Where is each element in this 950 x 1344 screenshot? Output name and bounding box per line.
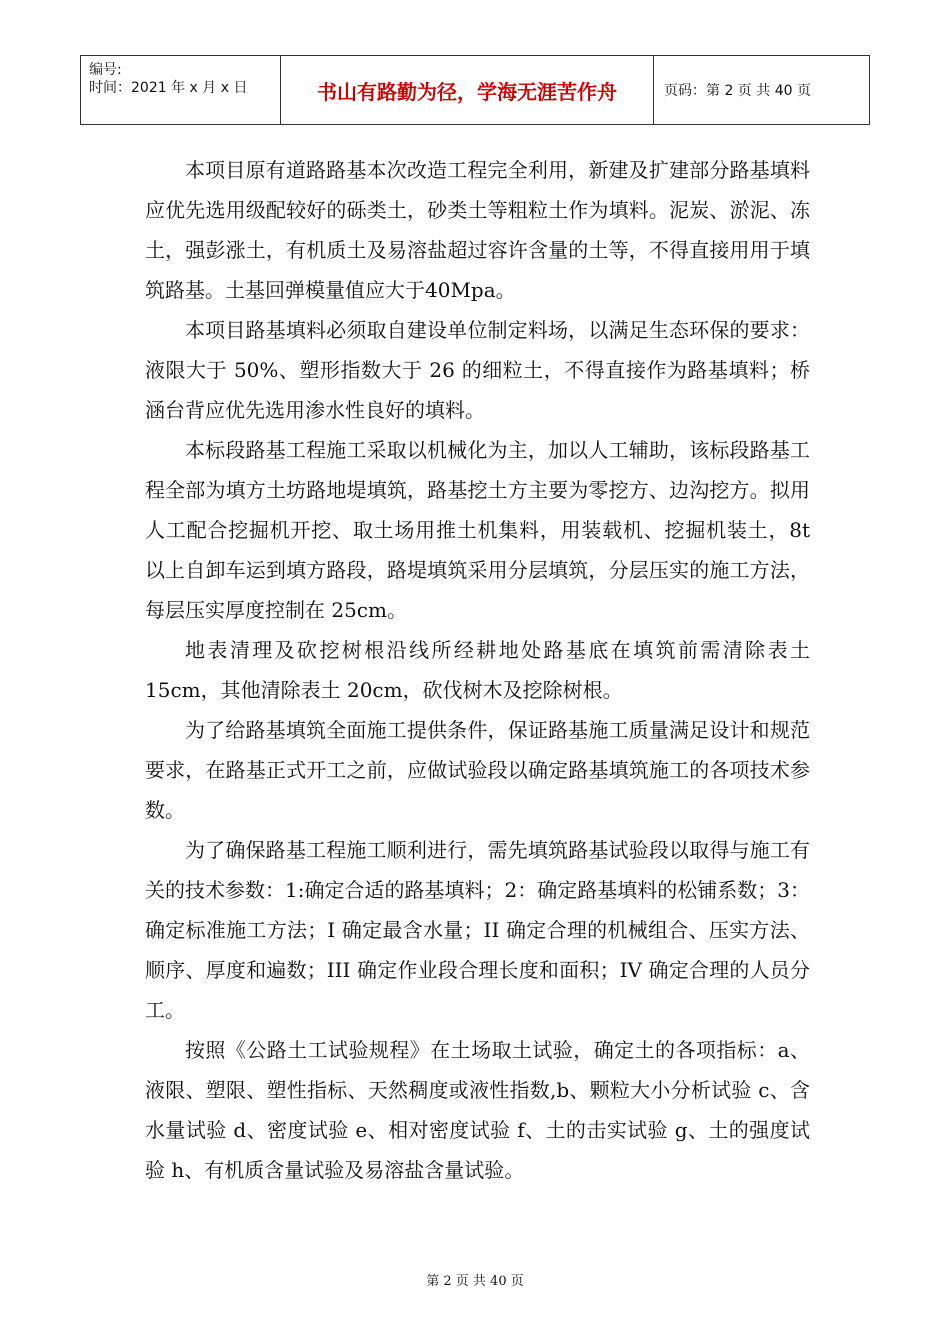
- time-label: 时间：2021 年 x 月 x 日: [89, 80, 248, 96]
- header-motto: 书山有路勤为径，学海无涯苦作舟: [281, 56, 654, 124]
- paragraph-6: 为了确保路基工程施工顺利进行，需先填筑路基试验段以取得与施工有关的技术参数：1:确定合适的路基填料；2：确定路基填料的松铺系数；3：确定标准施工方法；I 确定最含水量；II 确定合理的机械组合、压实方法、顺序、厚度和遍数；III 确定作业段合理长度和面积；IV 确定合理的人员分工。: [145, 838, 810, 1022]
- paragraph-4: 地表清理及砍挖树根沿线所经耕地处路基底在填筑前需清除表土 15cm，其他清除表土 20cm，砍伐树木及挖除树根。: [145, 638, 810, 702]
- page-footer: 第 2 页 共 40 页: [426, 1274, 524, 1289]
- document-body: [145, 150, 810, 1190]
- header-info: [81, 56, 281, 124]
- paragraph-2: 本项目路基填料必须取自建设单位制定料场，以满足生态环保的要求：液限大于 50%、塑形指数大于 26 的细粒土，不得直接作为路基填料；桥涵台背应优先选用渗水性良好的填料。: [145, 318, 810, 422]
- paragraph-7: 按照《公路土工试验规程》在土场取土试验，确定土的各项指标：a、液限、塑限、塑性指标、天然稠度或液性指数,b、颗粒大小分析试验 c、含水量试验 d、密度试验 e、相对密度试验 f、土的击实试验 g、土的强度试验 h、有机质含量试验及易溶盐含量试验。: [145, 1038, 810, 1182]
- document-header: [80, 55, 870, 125]
- paragraph-5: 为了给路基填筑全面施工提供条件，保证路基施工质量满足设计和规范要求，在路基正式开工之前，应做试验段以确定路基填筑施工的各项技术参数。: [145, 718, 810, 822]
- number-label: 编号:: [89, 62, 122, 78]
- paragraph-3: 本标段路基工程施工采取以机械化为主，加以人工辅助，该标段路基工程全部为填方土坊路地堤填筑，路基挖土方主要为零挖方、边沟挖方。拟用人工配合挖掘机开挖、取土场用推土机集料，用装载机、挖掘机装土，8t 以上自卸车运到填方路段，路堤填筑采用分层填筑，分层压实的施工方法，每层压实厚度控制在 25cm。: [145, 438, 810, 622]
- header-page-code: 页码：第 2 页 共 40 页: [664, 83, 811, 99]
- paragraph-1: 本项目原有道路路基本次改造工程完全利用，新建及扩建部分路基填料应优先选用级配较好的砾类土，砂类土等粗粒土作为填料。泥炭、淤泥、冻土，强彭涨土，有机质土及易溶盐超过容许含量的土等，不得直接用用于填筑路基。土基回弹模量值应大于40Mpa。: [145, 158, 810, 302]
